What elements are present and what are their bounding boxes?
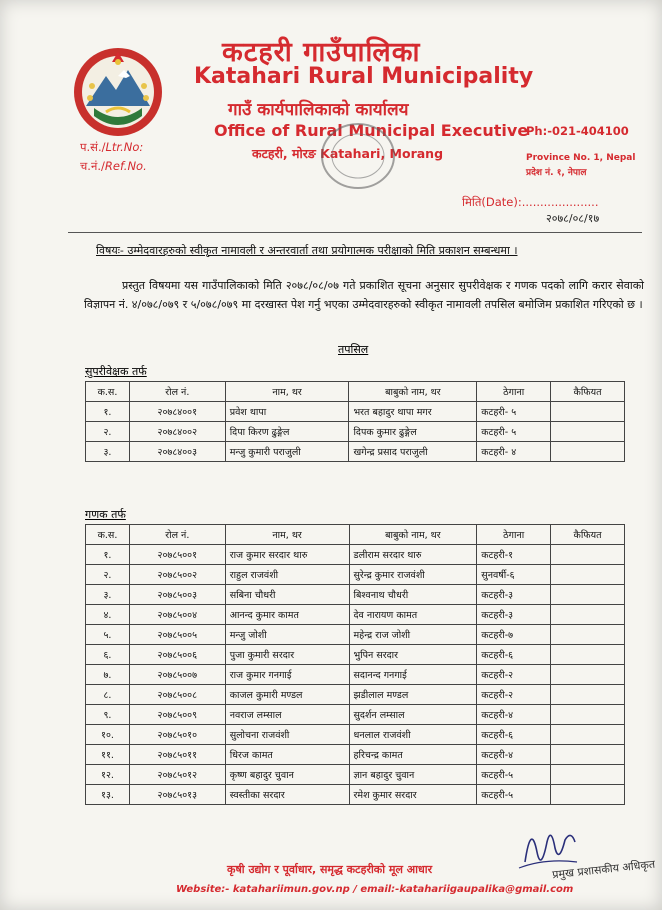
table-cell: २०७८५००६ [129, 645, 225, 665]
table-cell [551, 545, 625, 565]
reference-number-label-en: Ref.No. [104, 159, 147, 173]
table-header-row [86, 382, 625, 402]
table-cell: ३. [86, 585, 130, 605]
table-cell: २०७८५००५ [129, 625, 225, 645]
table-cell: कटहरी- ५ [477, 422, 551, 442]
table-cell: राज कुमार गनगाई [225, 665, 349, 685]
table-cell: २०७८५००३ [129, 585, 225, 605]
date-label: मिति(Date):..................... [462, 195, 599, 209]
table-cell [551, 685, 625, 705]
subject-line [96, 243, 518, 258]
office-address: कटहरी, मोरङ Katahari, Morang [252, 146, 444, 161]
header-divider [68, 232, 642, 233]
table-cell: १. [86, 402, 130, 422]
table-cell: झडीलाल मण्डल [349, 685, 477, 705]
table-cell: ९. [86, 705, 130, 725]
table-row [86, 725, 625, 745]
table-cell: धिरज कामत [225, 745, 349, 765]
table-row [86, 605, 625, 625]
table-cell: कटहरी-३ [477, 605, 551, 625]
table-row [86, 705, 625, 725]
enumerator-section-title: गणक तर्फ [85, 508, 126, 521]
table-header-cell: रोल नं. [129, 525, 225, 545]
supervisor-table [85, 381, 625, 462]
table-cell: २०७८४००१ [129, 402, 225, 422]
table-cell: भरत बहादुर थापा मगर [349, 402, 477, 422]
table-cell: नवराज लम्साल [225, 705, 349, 725]
table-cell: सबिना चौधरी [225, 585, 349, 605]
table-cell: कटहरी- ५ [477, 402, 551, 422]
table-cell: कटहरी-४ [477, 745, 551, 765]
office-stamp-icon [318, 120, 398, 192]
table-header-cell: ठेगाना [477, 382, 551, 402]
table-header-cell: नाम, थर [225, 525, 349, 545]
reference-number-label [80, 159, 147, 174]
table-cell: दिपक कुमार ढुङ्गेल [349, 422, 477, 442]
enumerator-table [85, 524, 625, 805]
table-cell: बिश्वनाथ चौधरी [349, 585, 477, 605]
table-cell: कटहरी-६ [477, 725, 551, 745]
table-cell [551, 725, 625, 745]
table-row [86, 785, 625, 805]
table-cell: २०७८५००८ [129, 685, 225, 705]
table-cell: कटहरी- ४ [477, 442, 551, 462]
table-cell: कटहरी-३ [477, 585, 551, 605]
table-cell: प्रवेश थापा [225, 402, 349, 422]
table-row [86, 442, 625, 462]
table-cell [551, 605, 625, 625]
table-cell: ११. [86, 745, 130, 765]
table-cell: २०७८५०१२ [129, 765, 225, 785]
table-cell: धनलाल राजवंशी [349, 725, 477, 745]
table-header-row [86, 525, 625, 545]
office-name-nepali: गाउँ कार्यपालिकाको कार्यालय [228, 100, 409, 120]
table-row [86, 585, 625, 605]
table-cell: स्वस्तीका सरदार [225, 785, 349, 805]
table-cell [551, 745, 625, 765]
table-header-cell: बाबुको नाम, थर [349, 382, 477, 402]
table-cell: काजल कुमारी मण्डल [225, 685, 349, 705]
table-row [86, 422, 625, 442]
table-cell: २०७८५००४ [129, 605, 225, 625]
nepal-emblem-logo [72, 46, 164, 138]
table-cell: भुपिन सरदार [349, 645, 477, 665]
table-row [86, 545, 625, 565]
province-nepali: प्रदेश नं. १, नेपाल [526, 168, 587, 178]
table-header-cell: रोल नं. [129, 382, 225, 402]
table-cell: ३. [86, 442, 130, 462]
table-cell: डलीराम सरदार थारु [349, 545, 477, 565]
subject-text: विषयः- उम्मेदवारहरुको स्वीकृत नामावली र अन्तरवार्ता तथा प्रयोगात्मक परीक्षाको मिति प्रकाशन सम्बन्धमा । [96, 244, 518, 257]
table-cell: ५. [86, 625, 130, 645]
table-cell: २०७८५००७ [129, 665, 225, 685]
table-cell: कटहरी-५ [477, 785, 551, 805]
footer-slogan: कृषी उद्योग र पूर्वाधार, समृद्ध कटहरीको मूल आधार [227, 863, 433, 876]
table-cell: आनन्द कुमार कामत [225, 605, 349, 625]
table-cell: ७. [86, 665, 130, 685]
table-cell: २०७८४००३ [129, 442, 225, 462]
table-cell: ज्ञान बहादुर चुवान [349, 765, 477, 785]
letter-number-label-en: Ltr.No: [105, 140, 144, 154]
table-cell: कटहरी-५ [477, 765, 551, 785]
table-header-cell: कैफियत [551, 525, 625, 545]
table-cell [551, 625, 625, 645]
table-cell: १२. [86, 765, 130, 785]
supervisor-table-body [86, 382, 625, 462]
table-cell: ८. [86, 685, 130, 705]
table-cell: मन्जु कुमारी पराजुली [225, 442, 349, 462]
reference-number-label-np: च.नं./ [80, 159, 105, 173]
table-cell: ४. [86, 605, 130, 625]
table-row [86, 765, 625, 785]
table-cell [551, 765, 625, 785]
table-cell: कटहरी-६ [477, 645, 551, 665]
table-cell: महेन्द्र राज जोशी [349, 625, 477, 645]
table-header-cell: बाबुको नाम, थर [349, 525, 477, 545]
table-row [86, 685, 625, 705]
body-paragraph-container [84, 276, 644, 314]
table-header-cell: क.स. [86, 525, 130, 545]
table-header-cell: क.स. [86, 382, 130, 402]
table-cell [551, 705, 625, 725]
table-row [86, 745, 625, 765]
table-header-cell: ठेगाना [477, 525, 551, 545]
signatory-designation: प्रमुख प्रशासकीय अधिकृत [551, 857, 656, 882]
table-row [86, 402, 625, 422]
table-cell: मन्जु जोशी [225, 625, 349, 645]
table-cell: सुरेन्द्र कुमार राजवंशी [349, 565, 477, 585]
table-cell: कटहरी-२ [477, 665, 551, 685]
table-cell: २०७८५००१ [129, 545, 225, 565]
table-row [86, 565, 625, 585]
table-cell: ६. [86, 645, 130, 665]
table-cell: सुलोचना राजवंशी [225, 725, 349, 745]
municipality-name-english: Katahari Rural Municipality [194, 64, 534, 89]
table-cell: पुजा कुमारी सरदार [225, 645, 349, 665]
footer-website-email: Website:- katahariimun.gov.np / email:-katahariigaupalika@gmail.com [176, 884, 574, 895]
table-cell: कटहरी-७ [477, 625, 551, 645]
table-cell [551, 585, 625, 605]
table-cell: १३. [86, 785, 130, 805]
table-cell: कटहरी-२ [477, 685, 551, 705]
table-cell: २०७८५००९ [129, 705, 225, 725]
phone-number: Ph:-021-404100 [526, 124, 629, 138]
table-cell: दिपा किरण ढुङ्गेल [225, 422, 349, 442]
table-cell: २०७८५०१३ [129, 785, 225, 805]
table-cell [551, 785, 625, 805]
table-cell: खगेन्द्र प्रसाद पराजुली [349, 442, 477, 462]
province-english: Province No. 1, Nepal [526, 153, 636, 163]
table-cell: २०७८५०११ [129, 745, 225, 765]
table-cell: १०. [86, 725, 130, 745]
table-cell [551, 645, 625, 665]
table-cell: राहुल राजवंशी [225, 565, 349, 585]
enumerator-table-body [86, 525, 625, 805]
municipality-name-nepali: कटहरी गाउँपालिका [222, 37, 421, 68]
body-paragraph: प्रस्तुत विषयमा यस गाउँपालिकाको मिति २०७८/०८/०७ गते प्रकाशित सूचना अनुसार सुपरीवेक्षक र गणक पदको लागि करार सेवाको विज्ञापन नं. ४/०७८/०७९ र ५/०७८/०७९ मा दरखास्त पेश गर्नु भएका उम्मेदवारहरुको स्वीकृत नामावली तपसिल बमोजिम प्रकाशित गरिएको छ । [84, 279, 644, 311]
table-row [86, 645, 625, 665]
table-cell: सदानन्द गनगाई [349, 665, 477, 685]
table-cell: रमेश कुमार सरदार [349, 785, 477, 805]
table-row [86, 665, 625, 685]
table-cell: २. [86, 565, 130, 585]
office-name-english: Office of Rural Municipal Executive [214, 121, 529, 140]
table-cell: १. [86, 545, 130, 565]
letter-number-label [80, 140, 143, 155]
table-row [86, 625, 625, 645]
table-cell: कटहरी-१ [477, 545, 551, 565]
table-cell [551, 402, 625, 422]
table-cell: २०७८५०१० [129, 725, 225, 745]
table-cell: २०७८४००२ [129, 422, 225, 442]
supervisor-section-title: सुपरीवेक्षक तर्फ [85, 365, 147, 378]
table-cell [551, 665, 625, 685]
table-cell: कृष्ण बहादुर चुवान [225, 765, 349, 785]
table-cell: २. [86, 422, 130, 442]
table-cell [551, 422, 625, 442]
table-cell: देव नारायण कामत [349, 605, 477, 625]
table-cell: सुनवर्षी-६ [477, 565, 551, 585]
letter-number-label-np: प.सं./ [80, 140, 106, 154]
table-header-cell: नाम, थर [225, 382, 349, 402]
table-header-cell: कैफियत [551, 382, 625, 402]
date-value: २०७८/०८/१७ [546, 212, 600, 225]
table-cell [551, 565, 625, 585]
table-cell: कटहरी-४ [477, 705, 551, 725]
table-cell: सुदर्शन लम्साल [349, 705, 477, 725]
table-cell: हरिचन्द्र कामत [349, 745, 477, 765]
table-cell: राज कुमार सरदार थारु [225, 545, 349, 565]
tapasil-heading: तपसिल [338, 343, 369, 356]
table-cell [551, 442, 625, 462]
table-cell: २०७८५००२ [129, 565, 225, 585]
